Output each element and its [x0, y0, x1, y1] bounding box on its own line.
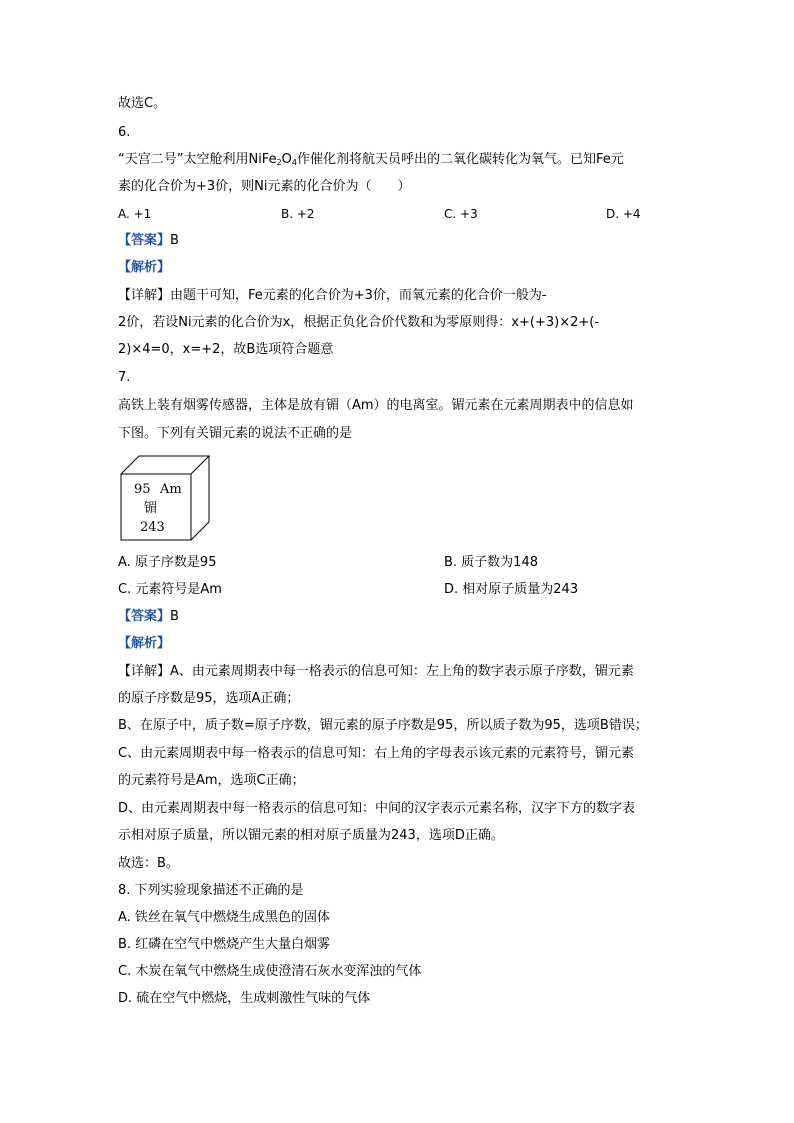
q6-stem-pre: “天宫二号”太空舱利用NiFe — [118, 152, 277, 167]
q7-answer — [118, 608, 179, 626]
q7-detail-label: 【详解】 — [118, 664, 171, 679]
q7-option-c: C. 元素符号是Am — [118, 582, 222, 597]
q7-option-a: A. 原子序数是95 — [118, 555, 217, 570]
q6-stem-line1 — [118, 151, 624, 172]
atomic-number: 95 — [134, 482, 151, 497]
q8-option-c: C. 木炭在氧气中燃烧生成使澄清石灰水变浑浊的气体 — [118, 964, 422, 979]
q7-detail-line1 — [118, 663, 634, 681]
q6-answer-value: B — [170, 233, 179, 248]
q8-option-a: A. 铁丝在氧气中燃烧生成黑色的固体 — [118, 910, 330, 925]
q8-option-d: D. 硫在空气中燃烧，生成刺激性气味的气体 — [118, 991, 371, 1006]
q6-stem-mid: O — [281, 152, 292, 167]
q7-number: 7. — [118, 370, 131, 385]
q7-detail-line5: 的元素符号是Am，选项C正确； — [118, 773, 305, 788]
q6-option-c: C. +3 — [444, 207, 478, 221]
q7-answer-label: 【答案】 — [118, 609, 171, 624]
q6-stem-sub2: 4 — [291, 158, 297, 167]
q6-option-a: A. +1 — [118, 207, 152, 221]
q7-conclusion: 故选：B。 — [118, 856, 179, 871]
q6-answer-label: 【答案】 — [118, 233, 171, 248]
q6-detail-line2: 2价，若设Ni元素的化合价为x，根据正负化合价代数和为零原则得：x+(+3)×2+(- — [118, 315, 600, 330]
q6-number: 6. — [118, 125, 131, 140]
q7-option-d: D. 相对原子质量为243 — [444, 582, 579, 597]
q6-answer — [118, 232, 179, 250]
q8-option-b: B. 红磷在空气中燃烧产生大量白烟雾 — [118, 937, 331, 952]
q7-option-b: B. 质子数为148 — [444, 555, 538, 570]
q5-conclusion: 故选C。 — [118, 96, 167, 111]
q6-detail-line3: 2)×4=0，x=+2，故B选项符合题意 — [118, 342, 334, 357]
element-cube-figure — [120, 455, 212, 541]
atomic-mass: 243 — [140, 520, 165, 535]
q6-stem-line2: 素的化合价为+3价，则Ni元素的化合价为（ ） — [118, 179, 411, 194]
q6-stem-post: 作催化剂将航天员呼出的二氧化碳转化为氧气。已知Fe元 — [297, 152, 624, 167]
q7-detail-line6: D、由元素周期表中每一格表示的信息可知：中间的汉字表示元素名称，汉字下方的数字表 — [118, 801, 636, 816]
q7-detail-line7: 示相对原子质量，所以镅元素的相对原子质量为243，选项D正确。 — [118, 828, 504, 843]
q6-analysis-label: 【解析】 — [118, 260, 171, 275]
element-name: 镅 — [144, 501, 158, 516]
q7-stem-line1: 高铁上装有烟雾传感器，主体是放有镅（Am）的电离室。镅元素在元素周期表中的信息如 — [118, 398, 634, 413]
q7-detail-line4: C、由元素周期表中每一格表示的信息可知：右上角的字母表示该元素的元素符号，镅元素 — [118, 746, 635, 761]
q7-detail-line2: 的原子序数是95，选项A正确； — [118, 691, 300, 706]
q7-detail-text-1: A、由元素周期表中每一格表示的信息可知：左上角的数字表示原子序数，镅元素 — [170, 664, 634, 679]
q7-answer-value: B — [170, 609, 179, 624]
q7-stem-line2: 下图。下列有关镅元素的说法不正确的是 — [118, 426, 353, 441]
q6-option-d: D. +4 — [606, 207, 641, 221]
q7-detail-line3: B、在原子中，质子数=原子序数，镅元素的原子序数是95，所以质子数为95，选项B错误； — [118, 718, 648, 733]
element-symbol: Am — [160, 482, 182, 497]
q6-option-b: B. +2 — [281, 207, 315, 221]
q6-stem-sub: 2 — [276, 158, 282, 167]
q6-detail-line1: 【详解】由题干可知，Fe元素的化合价为+3价，而氧元素的化合价一般为- — [118, 288, 547, 303]
q7-analysis-label: 【解析】 — [118, 636, 171, 651]
q8-stem: 8. 下列实验现象描述不正确的是 — [118, 883, 304, 898]
